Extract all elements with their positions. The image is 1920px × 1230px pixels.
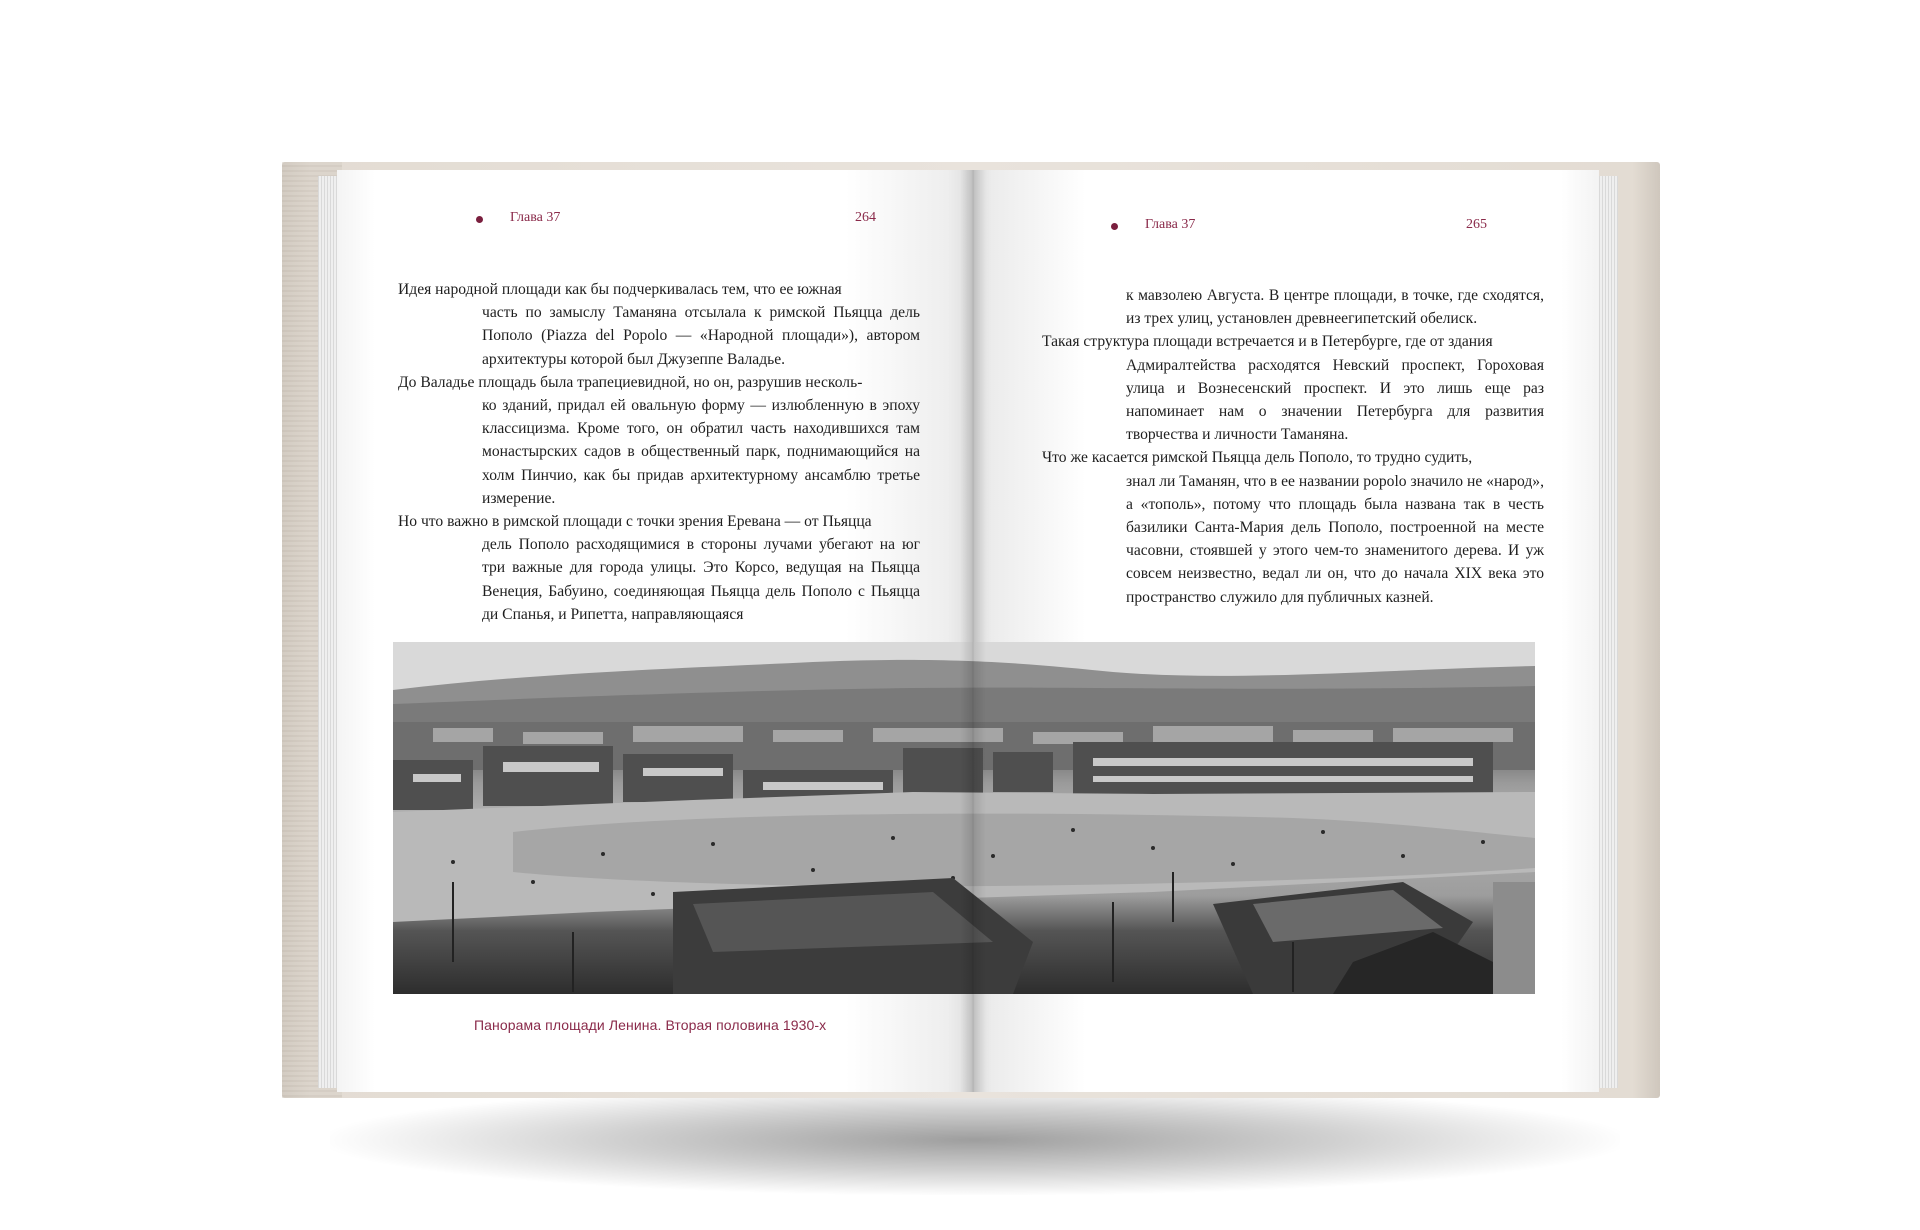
right-page-number: 265 — [1466, 217, 1487, 232]
paragraph-continuation: дель Пополо расходящимися в стороны лучами убегают на юг три важные для города улицы. Это Корсо, ведущая на Пьяцца Венеция, Бабуино, соединяющая Пьяцца дель Пополо с Пьяцца ди Спанья, и Рипетта, направляющаяся — [482, 536, 920, 623]
panorama-photo-drawing — [393, 642, 1535, 994]
paragraph — [398, 510, 920, 533]
paragraph — [1042, 446, 1544, 469]
paragraph-first-line: До Валадье площадь была трапециевидной, но он, разрушив несколь- — [398, 373, 863, 391]
figure-caption: Панорама площади Ленина. Вторая половина 1930-х — [474, 1017, 827, 1033]
paragraph-continuation: ко зданий, придал ей овальную форму — излюбленную в эпоху классицизма. Кроме того, он обратил часть находившихся там монастырских садов в общественный парк, поднимающийся на холм Пинчио, как бы придав архитектурному ансамблю третье измерение. — [482, 397, 920, 507]
paragraph — [398, 278, 920, 301]
paragraph-first-line: Но что важно в римской площади с точки зрения Еревана — от Пьяцца — [398, 513, 872, 531]
right-page-text — [1042, 284, 1544, 609]
right-chapter-title: Глава 37 — [1145, 217, 1196, 232]
paragraph-first-line: Что же касается римской Пьяцца дель Пополо, то трудно судить, — [1042, 449, 1473, 467]
panorama-photo — [393, 642, 1535, 994]
paragraph — [398, 371, 920, 394]
chapter-bullet-icon — [476, 216, 483, 223]
paragraph-continuation: часть по замыслу Таманяна отсылала к римской Пьяцца дель Пополо (Piazza del Popolo — «Народной площади»), автором архитектуры которой был Джузеппе Валадье. — [482, 304, 920, 368]
book-shadow — [330, 1085, 1620, 1195]
left-page-text — [398, 278, 920, 626]
paragraph-first-line: Идея народной площади как бы подчеркивалась тем, что ее южная — [398, 281, 842, 298]
left-page-number: 264 — [855, 210, 876, 225]
paragraph-continuation: к мавзолею Августа. В центре площади, в точке, где сходятся, из трех улиц, установлен древнеегипетский обелиск. — [1126, 287, 1544, 328]
paragraph — [1042, 330, 1544, 353]
paragraph-continuation: знал ли Таманян, что в ее названии popolo значило не «народ», а «тополь», потому что площадь была названа так в честь базилики Санта-Мария дель Пополо, построенной на месте часовни, стоявшей у этого чем-то знаменитого дерева. И уж совсем неизвестно, ведал ли он, что до начала XIX века это пространство служило для публичных казней. — [1126, 472, 1544, 606]
page-edges-right — [1596, 176, 1618, 1088]
left-chapter-title: Глава 37 — [510, 210, 561, 225]
chapter-bullet-icon — [1111, 223, 1118, 230]
paragraph-continuation: Адмиралтейства расходятся Невский проспект, Гороховая улица и Вознесенский проспект. И это лишь еще раз напоминает нам о значении Петербурга для развития творчества и личности Таманяна. — [1126, 356, 1544, 444]
paragraph-first-line: Такая структура площади встречается и в Петербурге, где от здания — [1042, 333, 1493, 351]
